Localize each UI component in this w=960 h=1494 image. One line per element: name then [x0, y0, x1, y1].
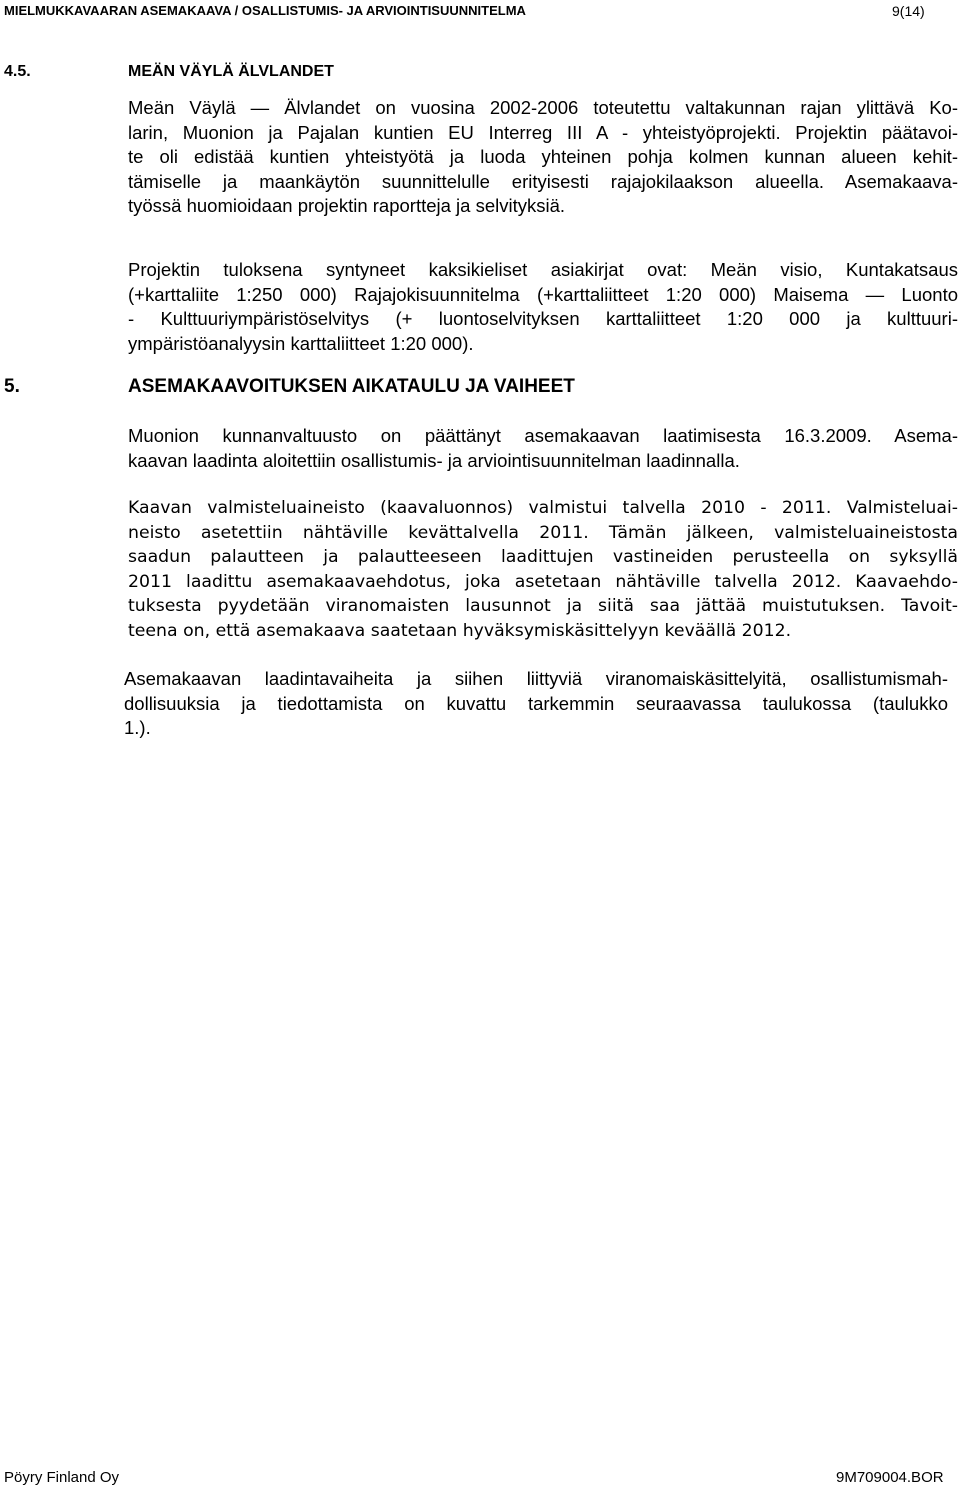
text-line: saadun palautteen ja palautteeseen laadittujen vastineiden perusteella on syksyllä [128, 547, 958, 567]
text-line: neisto asetettiin nähtäville kevättalvella 2011. Tämän jälkeen, valmisteluaineistosta [128, 522, 958, 543]
section-heading: ASEMAKAAVOITUKSEN AIKATAULU JA VAIHEET [128, 376, 575, 397]
page-number: 9(14) [892, 3, 925, 19]
text-line: Kaavan valmisteluaineisto (kaavaluonnos) valmistui talvella 2010 - 2011. Valmisteluai- [128, 498, 958, 518]
document-title: MIELMUKKAVAARAN ASEMAKAAVA / OSALLISTUMIS- JA ARVIOINTISUUNNITELMA [4, 3, 526, 18]
company-name: Pöyry Finland Oy [4, 1469, 120, 1486]
paragraph-council-decision [128, 424, 958, 473]
text-line: teena on, että asemakaava saatetaan hyväksymiskäsittelyyn keväällä 2012. [128, 620, 792, 641]
text-line: dollisuuksia ja tiedottamista on kuvattu tarkemmin seuraavassa taulukossa (taulukko [124, 692, 948, 714]
text-line: Asemakaavan laadintavaiheita ja siihen liittyviä viranomaiskäsittelyitä, osallistumismah- [124, 668, 948, 689]
section-number: 5. [4, 376, 20, 397]
text-line: kaavan laadinta aloitettiin osallistumis- ja arviointisuunnitelman laadinnalla. [128, 449, 740, 471]
text-line: työssä huomioidaan projektin raportteja ja selvityksiä. [128, 195, 566, 216]
document-code: 9M709004.BOR [836, 1469, 944, 1486]
text-line: Meän Väylä ― Älvlandet on vuosina 2002-2006 toteutettu valtakunnan rajan ylittävä Ko- [128, 97, 958, 118]
text-line: larin, Muonion ja Pajalan kuntien EU Interreg III A - yhteistyöprojekti. Projektin päätavoi- [128, 121, 958, 143]
text-line: 2011 laadittu asemakaavaehdotus, joka asetetaan nähtäville talvella 2012. Kaavaehdo- [128, 571, 958, 592]
text-line: ympäristöanalyysin karttaliitteet 1:20 000). [128, 332, 474, 354]
section-number: 4.5. [4, 63, 31, 80]
paragraph-mean-vayla [128, 96, 958, 219]
text-line: tuksesta pyydetään viranomaisten lausunnot ja siitä saa jättää muistutuksen. Tavoit- [128, 596, 958, 616]
text-line: (+karttaliite 1:250 000) Rajajokisuunnitelma (+karttaliitteet 1:20 000) Maisema ― Luonto [128, 283, 958, 305]
paragraph-project-documents [128, 258, 958, 356]
paragraph-schedule [128, 496, 958, 643]
text-line: te oli edistää kuntien yhteistyötä ja luoda yhteinen pohja kolmen kunnan alueen kehit- [128, 146, 958, 167]
text-line: 1.). [124, 717, 151, 738]
text-line: Projektin tuloksena syntyneet kaksikieliset asiakirjat ovat: Meän visio, Kuntakatsaus [128, 259, 958, 280]
text-line: - Kulttuuriympäristöselvitys (+ luontoselvityksen karttaliitteet 1:20 000 ja kulttuuri- [128, 308, 958, 329]
text-line: Muonion kunnanvaltuusto on päättänyt asemakaavan laatimisesta 16.3.2009. Asema- [128, 425, 958, 446]
text-line: tämiselle ja maankäytön suunnittelulle erityisesti rajajokilaakson alueella. Asemakaava- [128, 170, 958, 192]
paragraph-table-reference [124, 667, 948, 741]
section-heading: MEÄN VÄYLÄ ÄLVLANDET [128, 63, 334, 80]
